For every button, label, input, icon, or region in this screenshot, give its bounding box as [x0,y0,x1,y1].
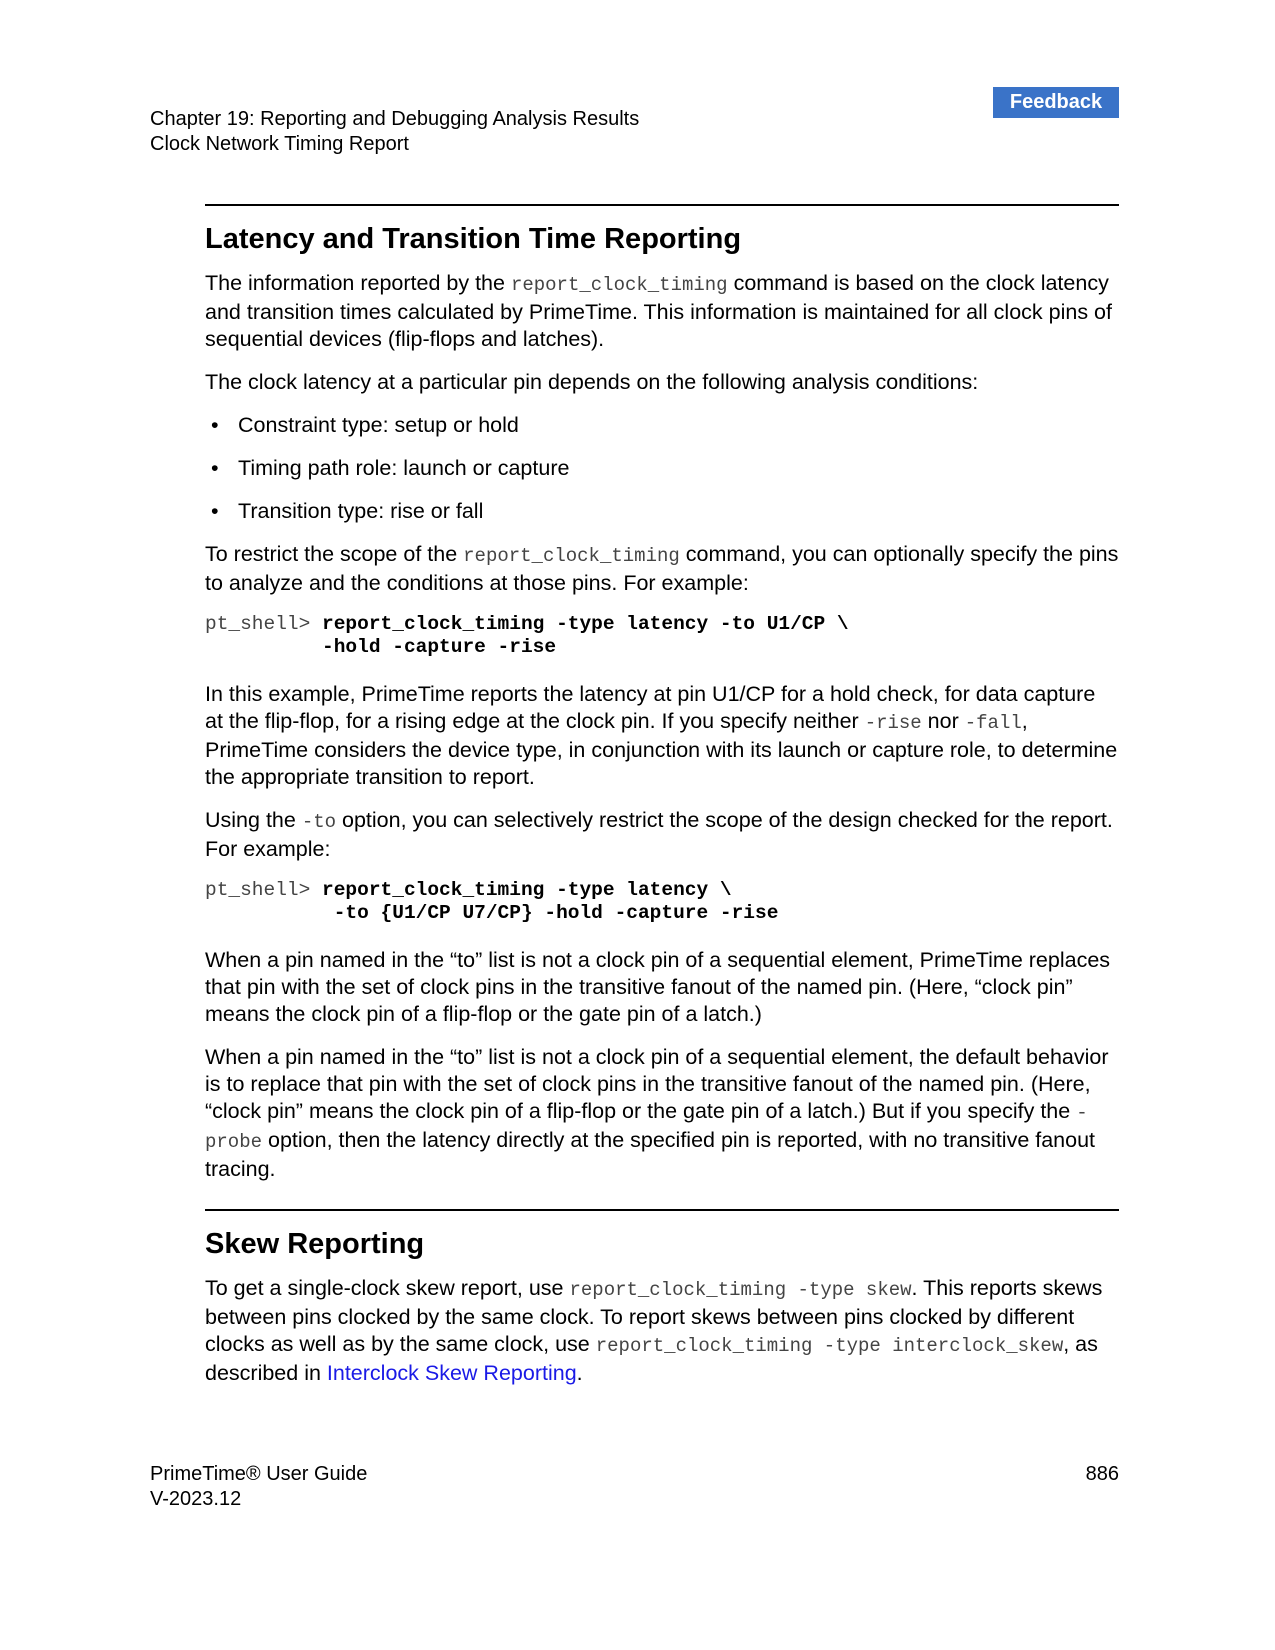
code-example-2: pt_shell> report_clock_timing -type latency \ -to {U1/CP U7/CP} -hold -capture -rise [205,879,779,924]
list-item: • Transition type: rise or fall [211,499,484,523]
section-divider [205,1209,1119,1211]
inline-code: -to [301,811,337,833]
latency-paragraph-4: In this example, PrimeTime reports the latency at pin U1/CP for a hold check, for data capture at the flip-flop, for a rising edge at the clock pin. If you specify neither -rise nor -fall, PrimeTime considers the device type, in conjunction with its launch or capture role, to determine the appropriate transition to report. [205,682,1118,789]
inline-code: report_clock_timing [510,274,728,296]
skew-paragraph-1: To get a single-clock skew report, use report_clock_timing -type skew. This reports skews between pins clocked by the same clock. To report skews between pins clocked by different clocks as well as by the same clock, use report_clock_timing -type interclock_skew, as described in Interclock Skew Reporting. [205,1276,1103,1385]
latency-paragraph-5: Using the -to option, you can selectively restrict the scope of the design checked for the report. For example: [205,808,1113,861]
latency-heading: Latency and Transition Time Reporting [205,223,742,255]
conditions-list [205,412,1119,525]
page-footer [150,1462,367,1512]
guide-title: PrimeTime® User Guide [150,1463,368,1485]
guide-version: V-2023.12 [150,1488,242,1510]
section-title: Clock Network Timing Report [150,133,409,155]
latency-paragraph-1: The information reported by the report_clock_timing command is based on the clock latency and transition times calculated by PrimeTime. This information is maintained for all clock pins of sequential devices (flip-flops and latches). [205,271,1112,351]
page-number: 886 [1085,1463,1119,1485]
list-item: • Constraint type: setup or hold [211,413,519,437]
chapter-title: Chapter 19: Reporting and Debugging Analysis Results [150,108,640,130]
latency-paragraph-2: The clock latency at a particular pin depends on the following analysis conditions: [205,370,979,394]
latency-paragraph-3: To restrict the scope of the report_clock_timing command, you can optionally specify the pins to analyze and the conditions at those pins. For example: [205,542,1119,595]
page-header [150,107,639,157]
bullet-icon: • [211,499,219,523]
inline-code: report_clock_timing -type interclock_skew [595,1335,1064,1357]
latency-paragraph-7: When a pin named in the “to” list is not a clock pin of a sequential element, the default behavior is to replace that pin with the set of clock pins in the transitive fanout of the named pin. (Here, “clock pin” means the clock pin of a flip-flop or the gate pin of a latch.) But if you specify the -probe option, then the latency directly at the specified pin is reported, with no transitive fanout tracing. [205,1045,1109,1181]
interclock-skew-link[interactable]: Interclock Skew Reporting [326,1361,577,1385]
inline-code: -fall [964,712,1022,734]
section-divider [205,204,1119,206]
document-body [205,204,1119,1403]
skew-heading: Skew Reporting [205,1228,425,1260]
latency-paragraph-6: When a pin named in the “to” list is not a clock pin of a sequential element, PrimeTime replaces that pin with the set of clock pins in the transitive fanout of the named pin. (Here, “clock pin” means the clock pin of a flip-flop or the gate pin of a latch.) [205,948,1111,1026]
list-item: • Timing path role: launch or capture [211,456,570,480]
bullet-icon: • [211,413,219,437]
inline-code: -rise [864,712,922,734]
bullet-icon: • [211,456,219,480]
inline-code: -probe [205,1102,1088,1153]
inline-code: report_clock_timing -type skew [569,1279,912,1301]
feedback-button[interactable]: Feedback [993,87,1119,118]
code-example-1: pt_shell> report_clock_timing -type latency -to U1/CP \ -hold -capture -rise [205,613,849,658]
inline-code: report_clock_timing [463,545,680,567]
